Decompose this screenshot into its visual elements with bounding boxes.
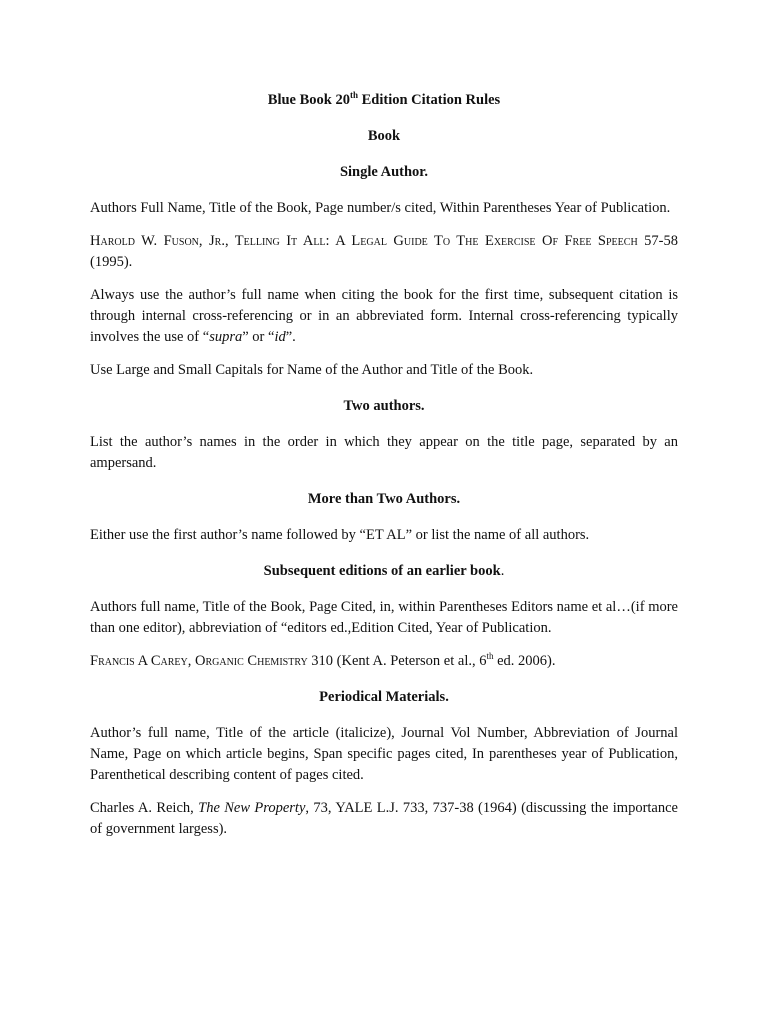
note-text-1: Always use the author’s full name when citing the book for the first time, subsequent citation is through internal cross-referencing or in an abbreviated form. Internal cross-referencing typically involves the use of “ (90, 287, 678, 345)
note-text-3: ”. (285, 329, 296, 345)
subsequent-heading-text: Subsequent editions of an earlier book (263, 563, 501, 579)
note-supra: supra (209, 329, 243, 345)
example-edition-superscript: th (486, 651, 494, 662)
full-name-note (90, 285, 678, 348)
title-suffix: Edition Citation Rules (357, 92, 501, 108)
note-text-2: ” or “ (242, 329, 275, 345)
single-author-example (90, 231, 678, 273)
title-superscript: th (349, 90, 358, 101)
periodical-rule: Author’s full name, Title of the article (italicize), Journal Vol Number, Abbreviation of Journal Name, Page on which article begins, Span specific pages cited, In parentheses year of Publication, Parenthetical describing content of pages cited. (90, 725, 678, 783)
heading-periodical-materials: Periodical Materials. (319, 689, 449, 705)
title-prefix: Blue Book 20 (267, 92, 350, 108)
document-page (90, 90, 678, 840)
note-id: id (274, 329, 286, 345)
example-page-editor: 310 (Kent A. Peterson et al., 6 (307, 653, 487, 669)
example-author-title-small-caps: Francis A Carey, Organic Chemistry (90, 653, 308, 669)
heading-single-author: Single Author. (339, 164, 429, 180)
heading-two-authors: Two authors. (343, 398, 425, 414)
example-author-title-small-caps: Harold W. Fuson, Jr., Telling It All: A Legal Guide To The Exercise Of Free Speech (90, 233, 638, 249)
example-edition-year: ed. 2006). (493, 653, 556, 669)
subsequent-editions-example (90, 651, 678, 672)
subsequent-editions-rule: Authors full name, Title of the Book, Page Cited, in, within Parentheses Editors name et al…(if more than one editor), abbreviation of “editors ed.,Edition Cited, Year of Publication. (90, 599, 678, 636)
periodical-example (90, 798, 678, 840)
subsequent-heading-period: . (500, 563, 505, 579)
example-author: Charles A. Reich, (90, 800, 199, 816)
single-author-rule: Authors Full Name, Title of the Book, Page number/s cited, Within Parentheses Year of Publication. (90, 200, 671, 216)
capitals-note: Use Large and Small Capitals for Name of the Author and Title of the Book. (90, 362, 534, 378)
example-pages-year: 57-58 (1995). (90, 233, 678, 270)
example-article-title: The New Property (198, 800, 306, 816)
two-authors-rule: List the author’s names in the order in which they appear on the title page, separated by an ampersand. (90, 434, 678, 471)
more-than-two-rule: Either use the first author’s name followed by “ET AL” or list the name of all authors. (90, 527, 590, 543)
document-title (90, 90, 678, 111)
example-journal-details: , 73, YALE L.J. 733, 737-38 (1964) (discussing the importance of government largess). (90, 800, 678, 837)
heading-book: Book (367, 128, 401, 144)
heading-more-than-two-authors: More than Two Authors. (307, 491, 461, 507)
heading-subsequent-editions (90, 561, 678, 582)
